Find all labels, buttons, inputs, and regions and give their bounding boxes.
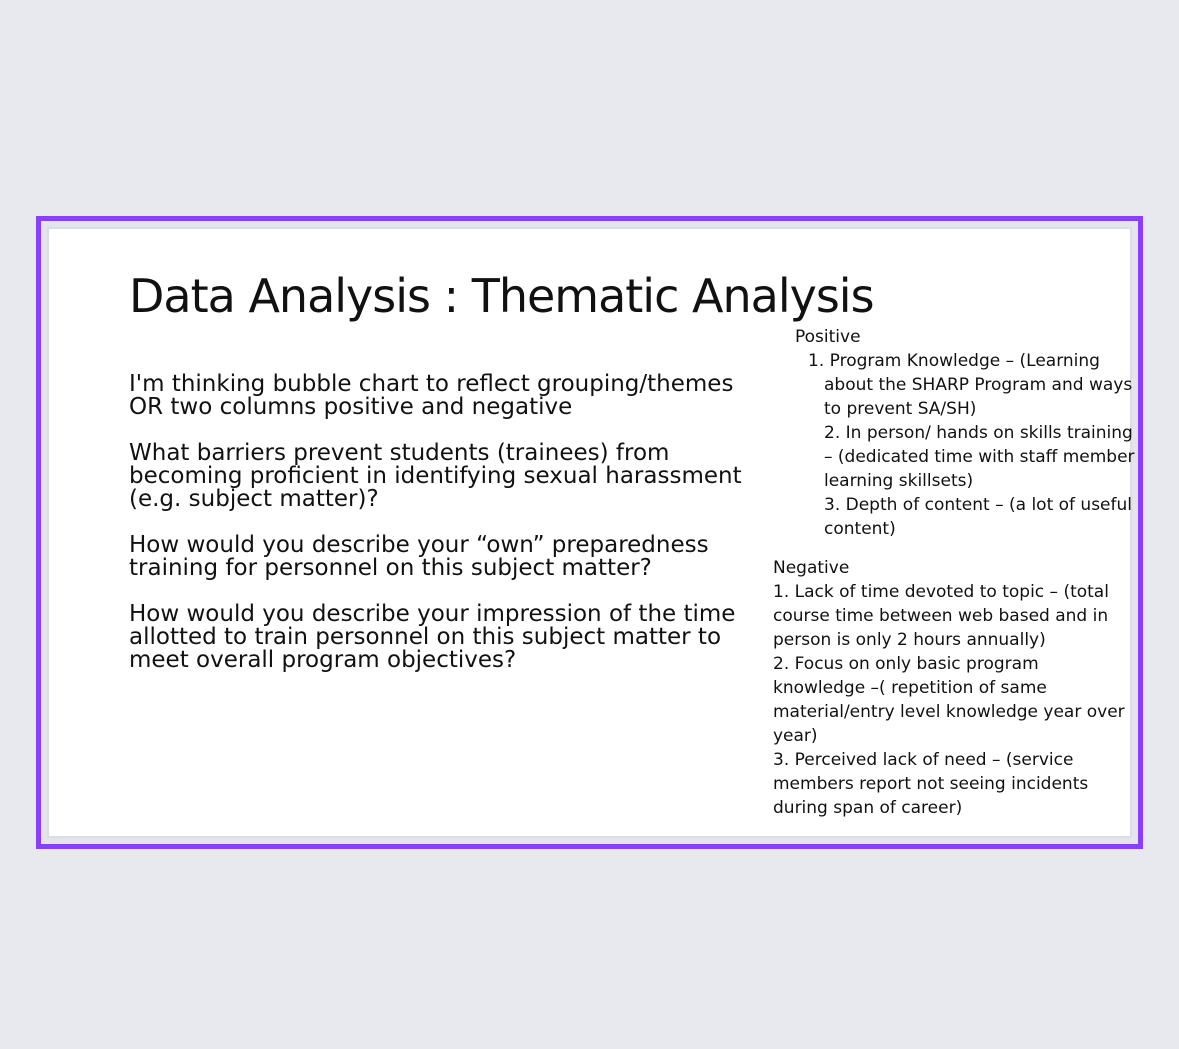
- positive-item: [795, 349, 1135, 421]
- body-paragraph[interactable]: What barriers prevent students (trainees) from becoming proficient in identifying sexual harassment (e.g. subject matter)?: [129, 440, 742, 512]
- body-paragraph[interactable]: How would you describe your impression of the time allotted to train personnel on this subject matter to meet overall program objectives?: [129, 601, 736, 673]
- negative-item: 1. Lack of time devoted to topic – (total course time between web based and in person is only 2 hours annually): [773, 582, 1109, 650]
- slide-canvas[interactable]: [47, 227, 1135, 838]
- body-paragraph[interactable]: How would you describe your “own” preparedness training for personnel on this subject matter?: [129, 532, 709, 581]
- positive-item-text: Program Knowledge – (Learning about the SHARP Program and ways to prevent SA/SH): [824, 351, 1133, 419]
- positive-heading: Positive: [795, 327, 861, 347]
- body-paragraph[interactable]: I'm thinking bubble chart to reflect grouping/themes OR two columns positive and negative: [129, 371, 734, 420]
- slide-body[interactable]: [129, 373, 769, 695]
- slide-frame[interactable]: [36, 216, 1143, 849]
- positive-textbox[interactable]: [795, 325, 1135, 541]
- positive-item: 3. Depth of content – (a lot of useful content): [824, 495, 1133, 539]
- negative-heading: Negative: [773, 558, 850, 578]
- negative-item: 2. Focus on only basic program knowledge –( repetition of same material/entry level knowledge year over year): [773, 654, 1125, 746]
- negative-item: 3. Perceived lack of need – (service members report not seeing incidents during span of career): [773, 750, 1089, 818]
- slide-title[interactable]: Data Analysis : Thematic Analysis: [129, 269, 874, 323]
- positive-item: 2. In person/ hands on skills training – (dedicated time with staff member learning skillsets): [824, 423, 1135, 491]
- negative-textbox[interactable]: [773, 556, 1135, 820]
- list-number: 1.: [808, 351, 825, 371]
